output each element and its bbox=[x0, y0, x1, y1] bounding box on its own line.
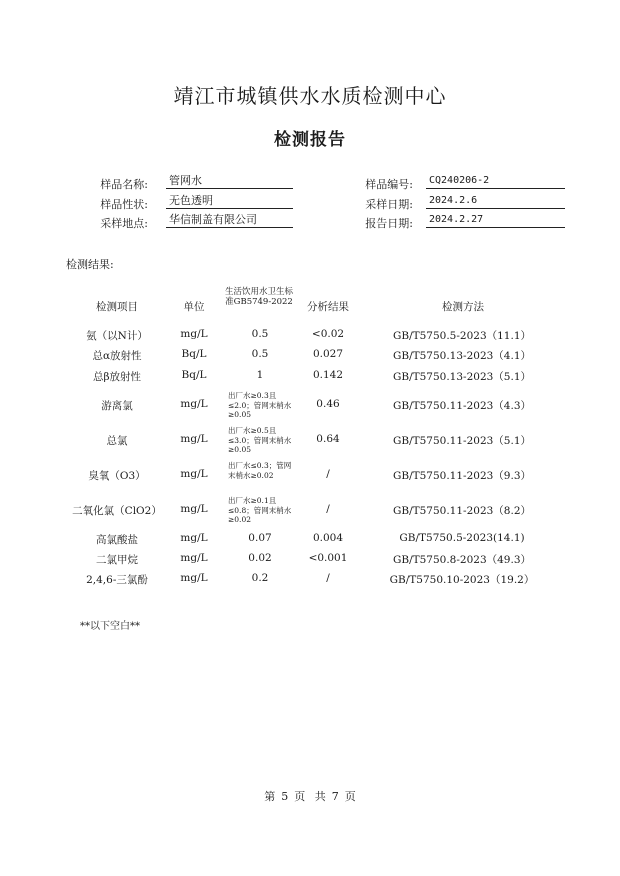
cell-unit: mg/L bbox=[180, 572, 208, 584]
results-label: 检测结果: bbox=[66, 258, 114, 271]
organization-title: 靖江市城镇供水水质检测中心 bbox=[173, 84, 447, 108]
cell-method: GB/T5750.8-2023（49.3） bbox=[392, 554, 532, 566]
page-suffix: 页 bbox=[344, 790, 356, 803]
cell-standard: 出厂水≥0.5且≤3.0；管网末梢水≥0.05 bbox=[228, 426, 292, 454]
cell-result: 0.46 bbox=[316, 398, 340, 410]
cell-item: 氨（以N计） bbox=[86, 330, 148, 342]
cell-method: GB/T5750.5-2023(14.1) bbox=[399, 532, 525, 544]
cell-method: GB/T5750.11-2023（9.3） bbox=[392, 470, 532, 482]
cell-result: 0.004 bbox=[312, 532, 344, 544]
sample-property-label: 样品性状: bbox=[100, 198, 148, 211]
page-footer bbox=[0, 788, 620, 804]
cell-result: 0.142 bbox=[312, 369, 344, 381]
end-of-data-note: **以下空白** bbox=[80, 621, 140, 632]
report-date-label: 报告日期: bbox=[365, 217, 413, 230]
page-total: 7 bbox=[331, 790, 339, 803]
cell-unit: mg/L bbox=[180, 433, 208, 445]
header-method: 检测方法 bbox=[442, 301, 484, 313]
cell-method: GB/T5750.10-2023（19.2） bbox=[389, 574, 535, 586]
cell-standard: 出厂水≥0.3且≤2.0；管网末梢水≥0.05 bbox=[228, 391, 292, 419]
cell-result: <0.001 bbox=[308, 552, 348, 564]
cell-unit: Bq/L bbox=[181, 348, 207, 360]
page-current: 5 bbox=[281, 790, 289, 803]
cell-result: 0.64 bbox=[316, 433, 340, 445]
cell-method: GB/T5750.11-2023（4.3） bbox=[392, 400, 532, 412]
cell-method: GB/T5750.5-2023（11.1） bbox=[392, 330, 532, 342]
cell-method: GB/T5750.13-2023（5.1） bbox=[392, 371, 532, 383]
cell-result: <0.02 bbox=[311, 328, 345, 340]
cell-item: 高氯酸盐 bbox=[96, 534, 138, 546]
cell-unit: mg/L bbox=[180, 532, 208, 544]
page-mid: 页 共 bbox=[294, 790, 326, 803]
cell-standard: 1 bbox=[256, 369, 264, 381]
cell-item: 总β放射性 bbox=[92, 371, 142, 383]
cell-standard: 0.07 bbox=[248, 532, 272, 544]
header-unit: 单位 bbox=[183, 301, 205, 313]
cell-standard: 0.5 bbox=[251, 328, 269, 340]
report-date-value: 2024.2.27 bbox=[426, 213, 565, 228]
sample-property-value: 无色透明 bbox=[166, 194, 293, 209]
cell-standard: 0.02 bbox=[248, 552, 272, 564]
sample-name-value: 管网水 bbox=[166, 174, 293, 189]
cell-item: 臭氧（O3） bbox=[88, 470, 146, 482]
cell-result: / bbox=[326, 503, 330, 515]
sample-location-label: 采样地点: bbox=[100, 217, 148, 230]
cell-standard: 0.2 bbox=[251, 572, 269, 584]
sample-name-label: 样品名称: bbox=[100, 178, 148, 191]
cell-unit: mg/L bbox=[180, 328, 208, 340]
cell-unit: mg/L bbox=[180, 468, 208, 480]
sample-date-label: 采样日期: bbox=[365, 198, 413, 211]
cell-unit: mg/L bbox=[180, 503, 208, 515]
cell-standard: 出厂水≥0.1且≤0.8；管网末梢水≥0.02 bbox=[228, 496, 292, 524]
sample-id-value: CQ240206-2 bbox=[426, 174, 565, 189]
cell-result: / bbox=[326, 572, 330, 584]
document-title: 检测报告 bbox=[274, 130, 346, 150]
cell-unit: mg/L bbox=[180, 398, 208, 410]
cell-standard: 0.5 bbox=[251, 348, 269, 360]
cell-item: 总氯 bbox=[106, 435, 128, 447]
cell-method: GB/T5750.11-2023（5.1） bbox=[392, 435, 532, 447]
sample-date-value: 2024.2.6 bbox=[426, 194, 565, 209]
cell-item: 二氯甲烷 bbox=[96, 554, 138, 566]
sample-id-label: 样品编号: bbox=[365, 178, 413, 191]
cell-item: 2,4,6-三氯酚 bbox=[86, 574, 148, 586]
cell-method: GB/T5750.13-2023（4.1） bbox=[392, 350, 532, 362]
cell-item: 游离氯 bbox=[101, 400, 133, 412]
cell-unit: mg/L bbox=[180, 552, 208, 564]
cell-standard: 出厂水≤0.3；管网末梢水≥0.02 bbox=[228, 461, 292, 480]
cell-item: 二氧化氯（ClO2） bbox=[72, 505, 162, 517]
cell-method: GB/T5750.11-2023（8.2） bbox=[392, 505, 532, 517]
cell-unit: Bq/L bbox=[181, 369, 207, 381]
header-standard: 生活饮用水卫生标准GB5749-2022 bbox=[224, 287, 293, 307]
cell-item: 总α放射性 bbox=[92, 350, 142, 362]
header-result: 分析结果 bbox=[307, 301, 349, 313]
page-prefix: 第 bbox=[264, 790, 276, 803]
cell-result: / bbox=[326, 468, 330, 480]
sample-location-value: 华信制盖有限公司 bbox=[166, 213, 293, 228]
cell-result: 0.027 bbox=[312, 348, 344, 360]
header-item: 检测项目 bbox=[96, 301, 138, 313]
